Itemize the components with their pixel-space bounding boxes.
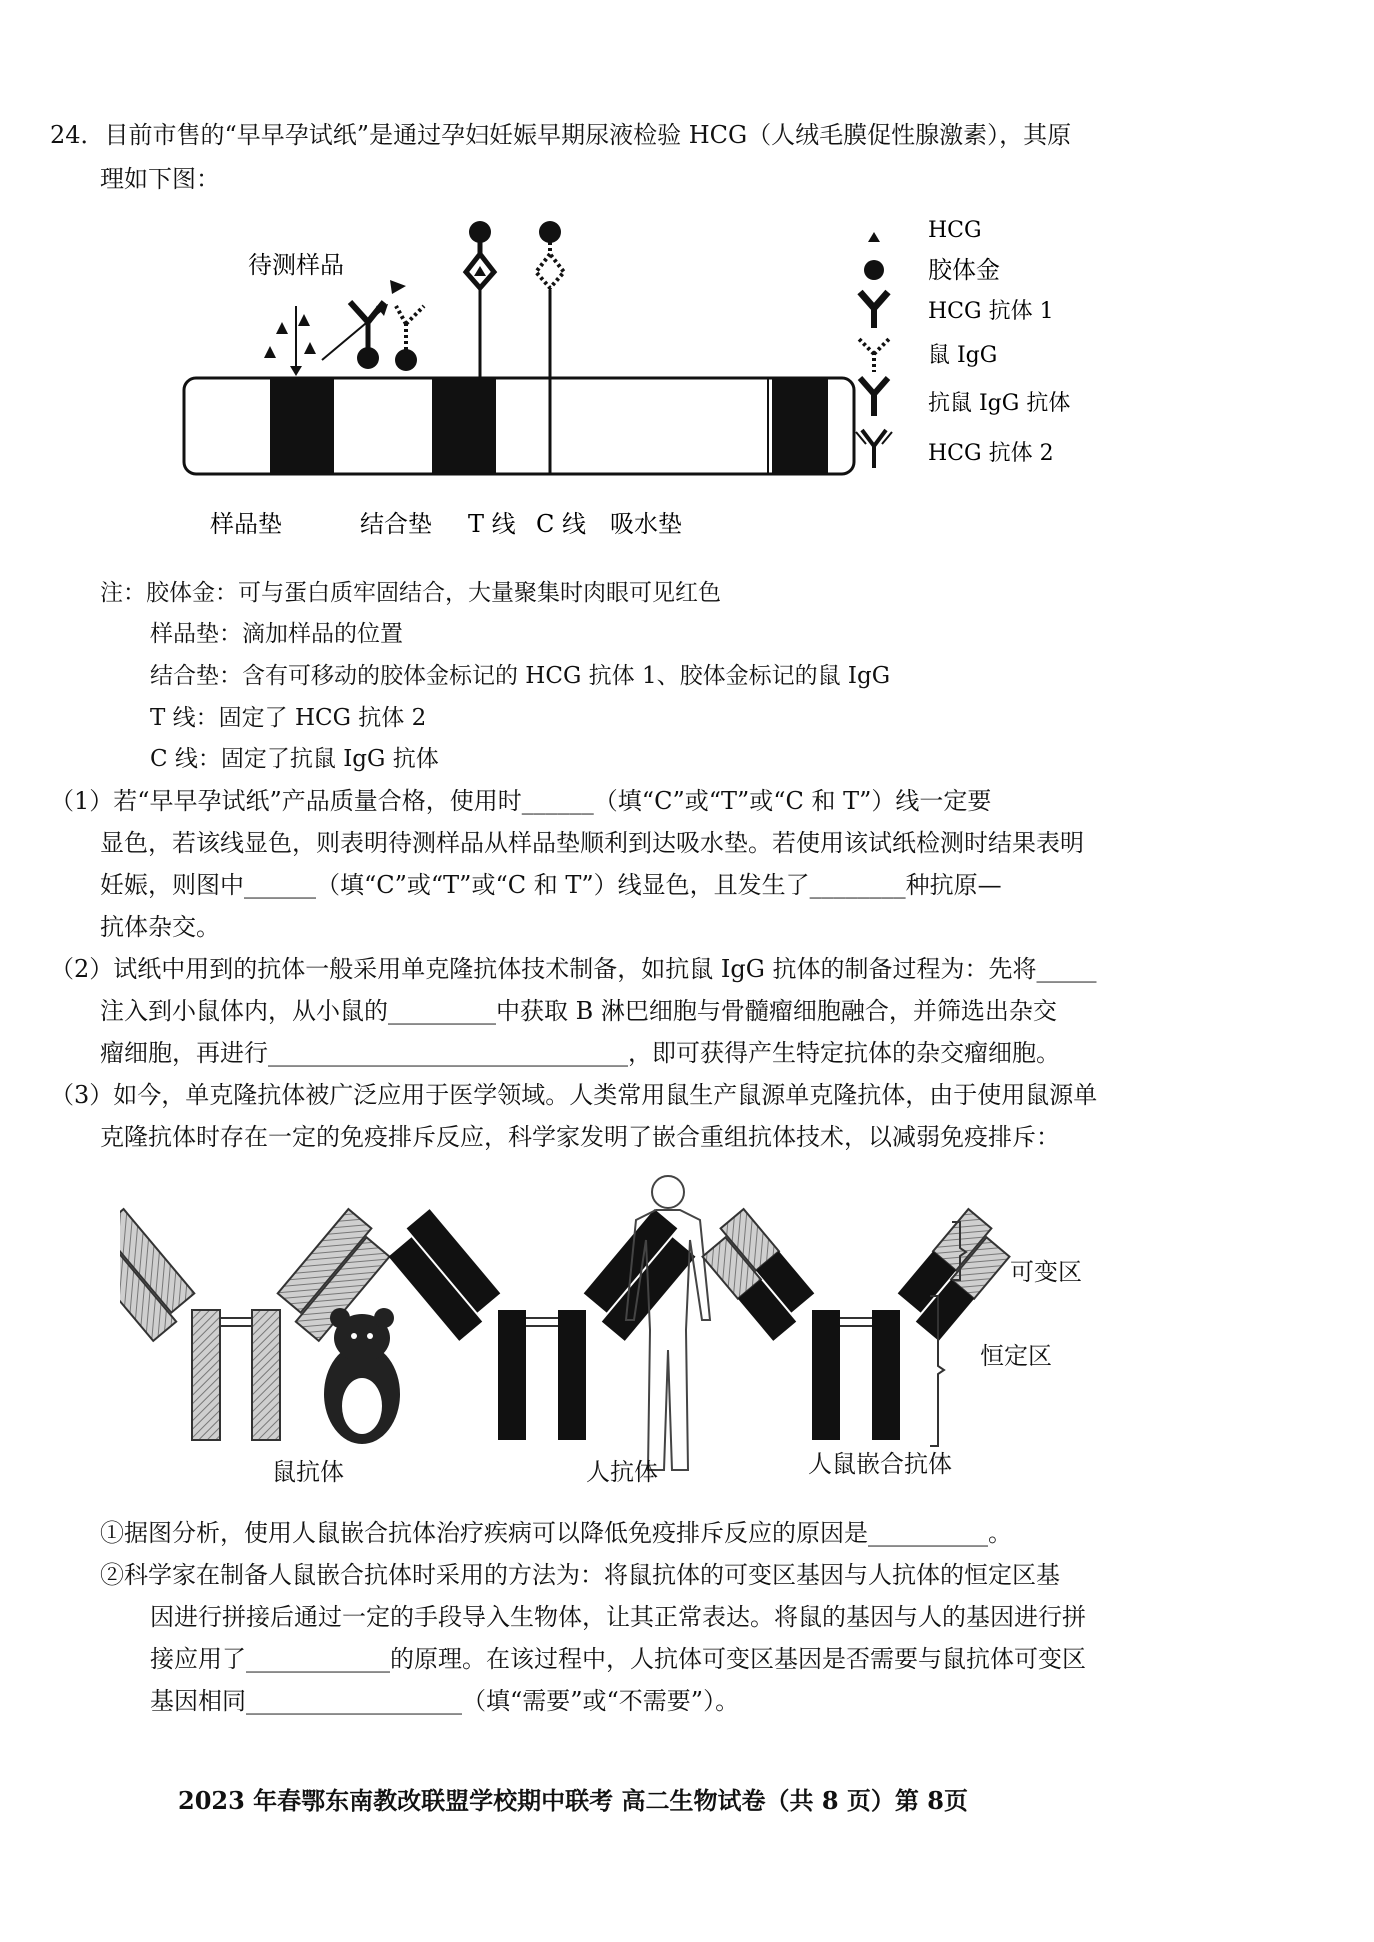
legend-hcg-icon xyxy=(868,232,880,242)
part2-line-2: 注入到小鼠体内，从小鼠的_________中获取 B 淋巴细胞与骨髓瘤细胞融合，并筛选出杂交 xyxy=(100,997,1057,1025)
label-t-line: T 线 xyxy=(468,510,516,538)
sub2-line-3: 接应用了____________的原理。在该过程中，人抗体可变区基因是否需要与鼠抗体可变区 xyxy=(150,1645,1086,1673)
absorbent-pad xyxy=(772,378,828,474)
sample-label: 待测样品 xyxy=(248,251,344,279)
hcg-molecules xyxy=(264,280,406,358)
legend-mouse-igg: 鼠 IgG xyxy=(928,343,998,368)
legend-hcg-antibody-1: HCG 抗体 1 xyxy=(928,299,1054,324)
sub2-line-2: 因进行拼接后通过一定的手段导入生物体，让其正常表达。将鼠的基因与人的基因进行拼 xyxy=(150,1603,1086,1631)
label-absorbent-pad: 吸水垫 xyxy=(610,510,682,538)
note-colloidal-gold: 注：胶体金：可与蛋白质牢固结合，大量聚集时肉眼可见红色 xyxy=(100,580,721,606)
question-line-2: 理如下图： xyxy=(100,165,220,193)
legend-anti-mouse-igg-icon xyxy=(860,378,888,416)
gold-hcg-antibody-1 xyxy=(350,302,384,369)
chimeric-antibody xyxy=(696,1209,1016,1440)
c-line-complex xyxy=(536,221,564,288)
sample-pad xyxy=(270,378,334,474)
label-c-line: C 线 xyxy=(536,510,586,538)
mouse-image xyxy=(324,1308,400,1444)
chimeric-antibody-label: 人鼠嵌合抗体 xyxy=(808,1450,952,1478)
legend-gold: 胶体金 xyxy=(928,256,1000,284)
part3-line-1: （3）如今，单克隆抗体被广泛应用于医学领域。人类常用鼠生产鼠源单克隆抗体，由于使用鼠源单 xyxy=(50,1081,1098,1109)
sub2-line-4: 基因相同__________________（填“需要”或“不需要”）。 xyxy=(150,1687,740,1715)
sub1-line-1: ①据图分析，使用人鼠嵌合抗体治疗疾病可以降低免疫排斥反应的原因是__________。 xyxy=(100,1519,1012,1547)
part1-line-2: 显色，若该线显色，则表明待测样品从样品垫顺利到达吸水垫。若使用该试纸检测时结果表明 xyxy=(100,829,1084,857)
part1-line-4: 抗体杂交。 xyxy=(100,913,220,941)
legend-hcg-antibody-1-icon xyxy=(860,292,888,328)
antibody-figure xyxy=(120,1170,1120,1490)
note-t-line: T 线：固定了 HCG 抗体 2 xyxy=(150,705,427,731)
human-antibody xyxy=(382,1209,702,1440)
legend-hcg-antibody-2: HCG 抗体 2 xyxy=(928,441,1054,466)
part2-line-3: 瘤细胞，再进行______________________________，即可获得产生特定抗体的杂交瘤细胞。 xyxy=(100,1039,1060,1067)
page-footer: 2023 年春鄂东南教改联盟学校期中联考 高二生物试卷（共 8 页）第 8页 xyxy=(178,1786,968,1815)
question-line-1: 24．目前市售的“早早孕试纸”是通过孕妇妊娠早期尿液检验 HCG（人绒毛膜促性腺激素），其原 xyxy=(50,121,1072,149)
test-strip-figure xyxy=(170,210,1090,550)
label-conjugate-pad: 结合垫 xyxy=(360,510,432,538)
note-c-line: C 线：固定了抗鼠 IgG 抗体 xyxy=(150,746,439,772)
part1-line-3: 妊娠，则图中______（填“C”或“T”或“C 和 T”）线显色，且发生了________种抗原— xyxy=(100,871,1002,899)
part3-line-2: 克隆抗体时存在一定的免疫排斥反应，科学家发明了嵌合重组抗体技术，以减弱免疫排斥： xyxy=(100,1123,1060,1151)
conjugate-pad xyxy=(432,378,496,474)
gold-mouse-igg xyxy=(395,306,424,371)
legend-anti-mouse-igg: 抗鼠 IgG 抗体 xyxy=(928,391,1071,416)
variable-region-label: 可变区 xyxy=(1010,1258,1082,1286)
human-antibody-label: 人抗体 xyxy=(586,1458,658,1486)
constant-region-label: 恒定区 xyxy=(980,1342,1052,1370)
note-conjugate-pad: 结合垫：含有可移动的胶体金标记的 HCG 抗体 1、胶体金标记的鼠 IgG xyxy=(150,663,891,689)
legend xyxy=(856,218,1070,468)
legend-mouse-igg-icon xyxy=(858,338,890,372)
sub2-line-1: ②科学家在制备人鼠嵌合抗体时采用的方法为：将鼠抗体的可变区基因与人抗体的恒定区基 xyxy=(100,1561,1060,1589)
legend-hcg-antibody-2-icon xyxy=(856,430,892,468)
t-line-complex xyxy=(466,221,494,288)
part2-line-1: （2）试纸中用到的抗体一般采用单克隆抗体技术制备，如抗鼠 IgG 抗体的制备过程为：先将_____ xyxy=(50,955,1097,983)
part1-line-1: （1）若“早早孕试纸”产品质量合格，使用时______（填“C”或“T”或“C 和 T”）线一定要 xyxy=(50,787,992,815)
label-sample-pad: 样品垫 xyxy=(210,510,282,538)
note-sample-pad: 样品垫：滴加样品的位置 xyxy=(150,621,403,647)
mouse-antibody-label: 鼠抗体 xyxy=(272,1458,344,1486)
legend-gold-icon xyxy=(864,260,884,280)
legend-hcg: HCG xyxy=(928,218,982,243)
